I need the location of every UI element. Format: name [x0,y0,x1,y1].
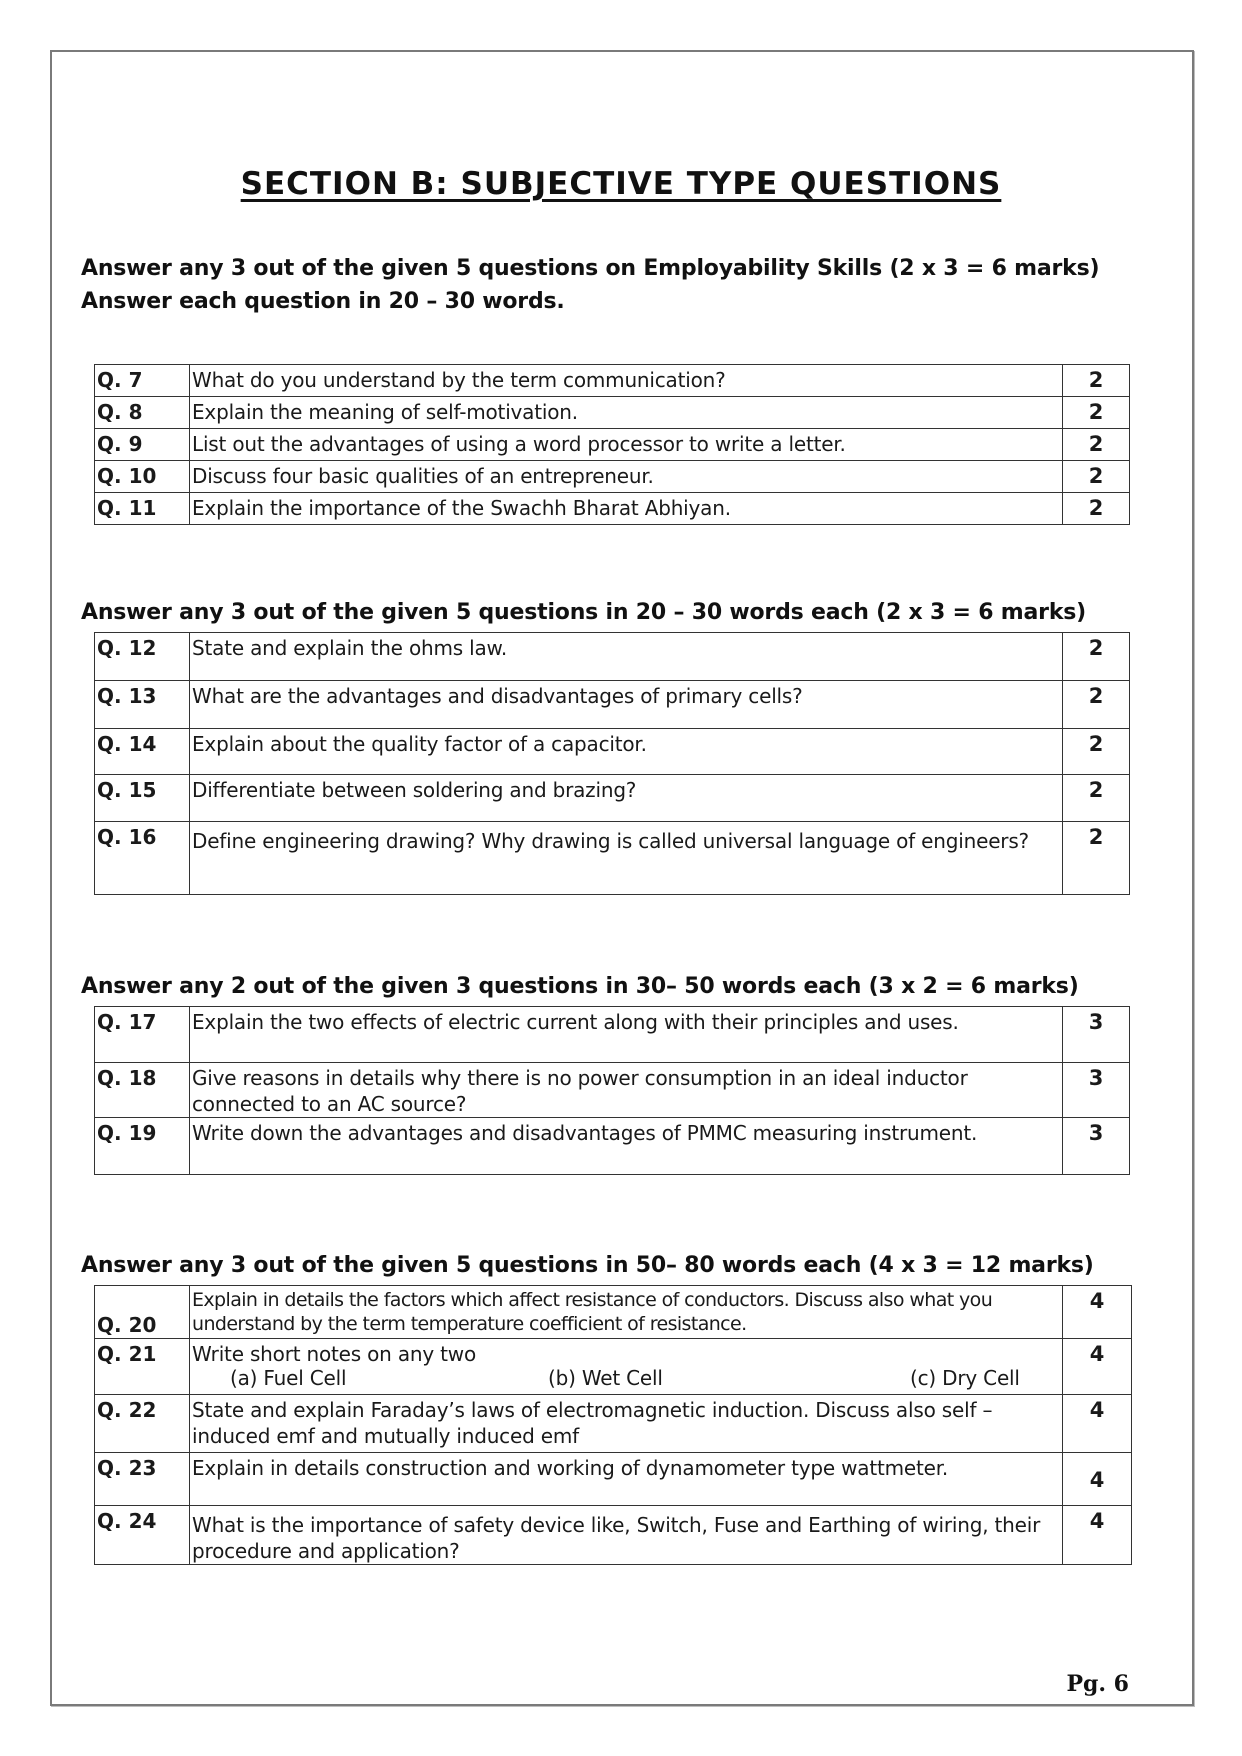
table-row [95,822,1130,895]
question-number: Q. 22 [95,1395,190,1453]
question-marks: 2 [1063,429,1130,461]
question-text: What is the importance of safety device like, Switch, Fuse and Earthing of wiring, their procedure and application? [190,1506,1063,1565]
table-row [95,1453,1132,1506]
question-number: Q. 7 [95,365,190,397]
table-row [95,1286,1132,1339]
question-text: List out the advantages of using a word processor to write a letter. [190,429,1063,461]
question-number: Q. 11 [95,493,190,525]
question-table-long-answer [94,1285,1132,1565]
question-number: Q. 14 [95,729,190,775]
section-title: SECTION B: SUBJECTIVE TYPE QUESTIONS [240,166,1002,202]
question-number: Q. 19 [95,1118,190,1175]
question-marks: 2 [1063,681,1130,729]
question-table-medium-answer [94,1006,1130,1175]
question-text: Define engineering drawing? Why drawing is called universal language of engineers? [190,822,1063,895]
question-text: What do you understand by the term communication? [190,365,1063,397]
question-number: Q. 8 [95,397,190,429]
instruction-short-answer: Answer any 3 out of the given 5 questions in 20 – 30 words each (2 x 3 = 6 marks) [81,600,1087,625]
question-text: State and explain the ohms law. [190,633,1063,681]
question-number: Q. 24 [95,1506,190,1565]
option-wet-cell: (b) Wet Cell [548,1366,663,1390]
question-text: Explain the meaning of self-motivation. [190,397,1063,429]
table-row [95,775,1130,822]
table-row [95,681,1130,729]
instruction-long-answer: Answer any 3 out of the given 5 questions in 50– 80 words each (4 x 3 = 12 marks) [81,1253,1094,1278]
question-number: Q. 20 [95,1286,190,1339]
question-text: Explain in details the factors which affect resistance of conductors. Discuss also what you understand by the term temperature coefficient of resistance. [190,1286,1063,1339]
question-number: Q. 16 [95,822,190,895]
instruction-employability: Answer any 3 out of the given 5 questions on Employability Skills (2 x 3 = 6 marks) Answer each question in 20 – 30 words. [81,256,1100,314]
question-number: Q. 9 [95,429,190,461]
question-text: Write down the advantages and disadvantages of PMMC measuring instrument. [190,1118,1063,1175]
table-row [95,1395,1132,1453]
question-text: Explain the importance of the Swachh Bharat Abhiyan. [190,493,1063,525]
question-number: Q. 10 [95,461,190,493]
page-number: Pg. 6 [1066,1671,1129,1697]
question-text: Explain in details construction and working of dynamometer type wattmeter. [190,1453,1063,1506]
question-marks: 2 [1063,822,1130,895]
table-row [95,633,1130,681]
question-marks: 2 [1063,365,1130,397]
question-marks: 2 [1063,729,1130,775]
table-row [95,1007,1130,1063]
question-marks: 2 [1063,633,1130,681]
question-marks: 4 [1063,1506,1132,1565]
question-text: State and explain Faraday’s laws of electromagnetic induction. Discuss also self – induced emf and mutually induced emf [190,1395,1063,1453]
option-dry-cell: (c) Dry Cell [910,1366,1020,1390]
option-fuel-cell: (a) Fuel Cell [230,1366,347,1390]
table-row [95,1506,1132,1565]
table-row [95,397,1130,429]
question-number: Q. 15 [95,775,190,822]
question-table-employability [94,364,1130,525]
question-text: Give reasons in details why there is no power consumption in an ideal inductor connected to an AC source? [190,1063,1063,1118]
question-number: Q. 21 [95,1339,190,1395]
question-text: Write short notes on any two [192,1342,476,1366]
question-text-cell [190,1339,1063,1395]
question-marks: 3 [1063,1007,1130,1063]
question-marks: 4 [1063,1395,1132,1453]
question-marks: 4 [1063,1339,1132,1395]
question-number: Q. 12 [95,633,190,681]
options-list [192,1365,1060,1391]
table-row [95,1339,1132,1395]
table-row [95,493,1130,525]
question-number: Q. 23 [95,1453,190,1506]
table-row [95,729,1130,775]
question-text: What are the advantages and disadvantages of primary cells? [190,681,1063,729]
question-marks: 4 [1063,1286,1132,1339]
table-row [95,365,1130,397]
question-text: Discuss four basic qualities of an entrepreneur. [190,461,1063,493]
question-marks: 4 [1063,1453,1132,1506]
question-table-short-answer [94,632,1130,895]
question-marks: 3 [1063,1063,1130,1118]
question-number: Q. 17 [95,1007,190,1063]
table-row [95,1118,1130,1175]
question-marks: 2 [1063,493,1130,525]
question-marks: 3 [1063,1118,1130,1175]
instruction-medium-answer: Answer any 2 out of the given 3 questions in 30– 50 words each (3 x 2 = 6 marks) [81,974,1079,999]
table-row [95,461,1130,493]
question-number: Q. 18 [95,1063,190,1118]
question-text: Explain the two effects of electric current along with their principles and uses. [190,1007,1063,1063]
question-marks: 2 [1063,775,1130,822]
table-row [95,1063,1130,1118]
question-marks: 2 [1063,397,1130,429]
table-row [95,429,1130,461]
question-number: Q. 13 [95,681,190,729]
question-text: Differentiate between soldering and brazing? [190,775,1063,822]
question-text: Explain about the quality factor of a capacitor. [190,729,1063,775]
question-marks: 2 [1063,461,1130,493]
